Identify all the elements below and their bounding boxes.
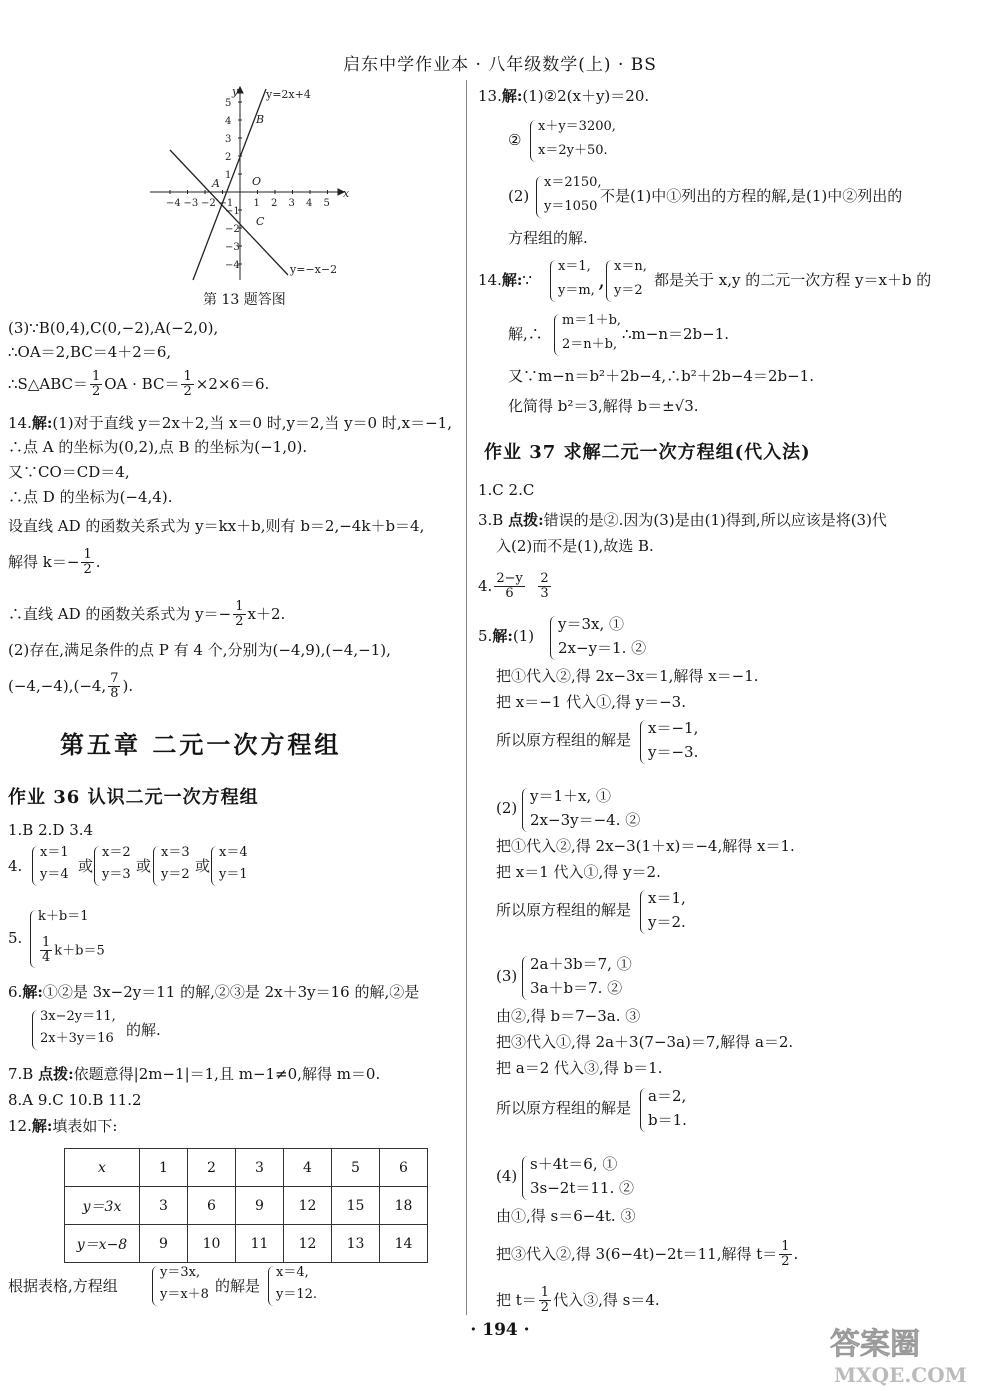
q14-line1: 14.解:(1)对于直线 y＝2x＋2,当 x＝0 时,y＝2,当 y＝0 时,x＝−1,: [8, 414, 452, 432]
text: 根据表格,方程组: [8, 1277, 118, 1295]
q14-line8: (2)存在,满足条件的点 P 有 4 个,分别为(−4,9),(−4,−1),: [8, 641, 391, 659]
point-A-label: A: [212, 177, 220, 190]
brace: [153, 846, 160, 886]
table-cell: 12: [284, 1187, 332, 1225]
eq: x＝n,: [614, 259, 647, 274]
function-graph: [148, 85, 358, 285]
x-tick-label: −2: [201, 198, 216, 209]
comma: ,: [598, 268, 605, 293]
q14-line7: ∴直线 AD 的函数关系式为 y＝− $\frac{1}{2}$ x＋2.: [8, 599, 286, 630]
brace: [640, 1088, 647, 1132]
answer-5-num: 5.: [8, 929, 23, 947]
eq: y＝3x, ①: [558, 615, 625, 633]
answer-4-num: 4.: [8, 857, 23, 875]
row-header: y＝x−8: [65, 1225, 140, 1263]
fraction: $\frac{1}{2}$: [183, 369, 192, 400]
table-cell: 12: [284, 1225, 332, 1263]
table-cell: 2: [188, 1149, 236, 1187]
table-cell: 13: [332, 1225, 380, 1263]
eq: 3s−2t＝11. ②: [530, 1179, 635, 1197]
q14-line6: 解得 k＝− $\frac{1}{2}$ .: [8, 547, 101, 578]
eq: y＝12.: [276, 1287, 318, 1302]
x-tick-label: 1: [253, 198, 260, 209]
brace: [640, 890, 647, 934]
point-C-label: C: [256, 215, 265, 228]
answers-8-11: 8.A 9.C 10.B 11.2: [8, 1091, 142, 1109]
table-cell: 15: [332, 1187, 380, 1225]
answer-12-intro: 12.解:填表如下:: [8, 1117, 118, 1135]
text: 把 t＝ $\frac{1}{2}$ 代入③,得 s＝4.: [496, 1285, 660, 1316]
brace: [211, 846, 218, 886]
y-tick-label: 1: [225, 170, 232, 181]
y-axis-label: y: [232, 85, 239, 98]
table-cell: 9: [140, 1225, 188, 1263]
text: 把 x＝1 代入①,得 y＝2.: [496, 863, 661, 881]
brace: [522, 956, 529, 1000]
eq: $\frac{1}{4}$ k＋b＝5: [42, 935, 105, 966]
eq: y＝x＋8: [160, 1287, 209, 1302]
eq: x＝2150,: [544, 175, 602, 190]
table-cell: 14: [380, 1225, 428, 1263]
text: 所以原方程组的解是: [496, 731, 632, 749]
origin-label: O: [252, 175, 262, 188]
table-row: [65, 1187, 428, 1225]
eq: 2x−y＝1. ②: [558, 639, 647, 657]
text: 把①代入②,得 2x−3x＝1,解得 x＝−1.: [496, 667, 759, 685]
x-tick-label: 2: [271, 198, 278, 209]
table-cell: 4: [284, 1149, 332, 1187]
value-table: [64, 1148, 428, 1263]
table-cell: 6: [188, 1187, 236, 1225]
y-tick-label: 2: [225, 152, 232, 163]
brace: [30, 910, 37, 968]
q13-part3-line2: ∴OA＝2,BC＝4＋2＝6,: [8, 343, 172, 361]
answer-3-line1: 3.B 点拨:错误的是②.因为(3)是由(1)得到,所以应该是将(3)代: [478, 511, 887, 529]
text: (2): [508, 187, 530, 205]
answer-3-line2: 入(2)而不是(1),故选 B.: [496, 537, 654, 555]
eq: x＝2y＋50.: [538, 143, 608, 158]
text: 的解.: [126, 1021, 161, 1039]
brace: [536, 176, 543, 218]
eq: y＝3x,: [160, 1265, 201, 1280]
text: ×2×6＝6.: [195, 374, 270, 393]
point-B-label: B: [256, 113, 265, 126]
eq: 2x−3y＝−4. ②: [530, 811, 641, 829]
fraction: $\frac{1}{2}$: [91, 369, 101, 400]
eq: y＝1050: [544, 199, 598, 214]
text: 把③代入②,得 3(6−4t)−2t＝11,解得 t＝ $\frac{1}{2}$ .: [496, 1239, 799, 1270]
eq: x＝2: [102, 845, 131, 860]
column-divider: [466, 80, 467, 1315]
q13-part3-line3: [8, 370, 269, 400]
watermark-logo: [826, 1318, 976, 1388]
brace: [268, 1266, 275, 1306]
y-tick-label: −1: [225, 206, 240, 217]
x-tick-label: −1: [218, 198, 234, 209]
svg-text:MXQE.COM: MXQE.COM: [834, 1363, 967, 1387]
brace: [152, 1266, 159, 1306]
eq: y＝2.: [648, 913, 686, 931]
eq: x＝1,: [558, 259, 591, 274]
eq: y＝1: [219, 867, 248, 882]
chapter-title: 第五章 二元一次方程组: [60, 730, 342, 759]
eq: x＝−1,: [648, 719, 699, 737]
text: 所以原方程组的解是: [496, 901, 632, 919]
text: ∴S△ABC＝: [8, 374, 88, 393]
eq: y＝2: [614, 283, 643, 298]
or: 或: [136, 857, 152, 875]
text: 化简得 b²＝3,解得 b＝±√3.: [508, 397, 699, 415]
table-cell: 1: [140, 1149, 188, 1187]
brace: [522, 788, 529, 832]
text: ∴m−n＝2b−1.: [622, 325, 730, 343]
eq: x＝3: [161, 845, 190, 860]
eq: a＝2,: [648, 1087, 687, 1105]
table-row: [65, 1149, 428, 1187]
text: 把①代入②,得 2x−3(1＋x)＝−4,解得 x＝1.: [496, 837, 795, 855]
y-tick-label: 5: [225, 98, 232, 109]
text: 都是关于 x,y 的二元一次方程 y＝x＋b 的: [654, 271, 932, 289]
page-header: 启东中学作业本 · 八年级数学(上) · BS: [343, 55, 657, 75]
text: 把 x＝−1 代入①,得 y＝−3.: [496, 693, 686, 711]
eq: 3x−2y＝11,: [40, 1009, 116, 1024]
eq: m＝1＋b,: [562, 313, 622, 328]
text: 又∵m−n＝b²＋2b−4,∴b²＋2b−4＝2b−1.: [508, 367, 814, 385]
table-cell: 5: [332, 1149, 380, 1187]
q13-part3-line1: (3)∵B(0,4),C(0,−2),A(−2,0),: [8, 319, 219, 337]
y-tick-label: −4: [225, 260, 240, 271]
text: 所以原方程组的解是: [496, 1099, 632, 1117]
eq: y＝2: [161, 867, 190, 882]
y-tick-label: 3: [225, 134, 232, 145]
q14-line5: 设直线 AD 的函数关系式为 y＝kx＋b,则有 b＝2,−4k＋b＝4,: [8, 517, 425, 535]
or: 或: [195, 857, 211, 875]
eq: y＝m,: [558, 283, 595, 298]
text: ②: [508, 131, 522, 149]
answer-5-head: 5.解:(1): [478, 627, 535, 645]
text: 把③代入①,得 2a＋3(7−3a)＝7,解得 a＝2.: [496, 1033, 794, 1051]
eq: x＝1,: [648, 889, 686, 907]
text: OA · BC＝: [104, 374, 180, 393]
brace: [94, 846, 101, 886]
page-number: · 194 ·: [470, 1320, 530, 1340]
eq: x＋y＝3200,: [538, 119, 616, 134]
brace: [522, 1156, 529, 1200]
q14-line3: 又∵CO＝CD＝4,: [8, 463, 130, 481]
eq: x＝4: [219, 845, 248, 860]
q14-line2: ∴点 A 的坐标为(0,2),点 B 的坐标为(−1,0).: [8, 438, 308, 456]
text: 把 a＝2 代入③,得 b＝1.: [496, 1059, 663, 1077]
y-tick-label: −2: [225, 224, 240, 235]
table-row: [65, 1225, 428, 1263]
text: 方程组的解.: [508, 229, 588, 247]
table-cell: 18: [380, 1187, 428, 1225]
eq: 2x＋3y＝16: [40, 1031, 114, 1046]
text: (4): [496, 1167, 518, 1185]
row-header: x: [65, 1149, 140, 1187]
eq: 3a＋b＝7. ②: [530, 979, 623, 997]
brace: [32, 846, 39, 886]
table-cell: 3: [140, 1187, 188, 1225]
text: 解,∴: [508, 325, 543, 343]
table-cell: 6: [380, 1149, 428, 1187]
q14-line4: ∴点 D 的坐标为(−4,4).: [8, 488, 173, 506]
section-36-title: 作业 36 认识二元一次方程组: [8, 787, 259, 808]
y-tick-label: −3: [225, 242, 240, 253]
x-tick-label: 5: [323, 198, 330, 209]
answer-7: 7.B 点拨:依题意得|2m−1|＝1,且 m−1≠0,解得 m＝0.: [8, 1065, 381, 1083]
section-37-title: 作业 37 求解二元一次方程组(代入法): [484, 442, 811, 463]
brace: [32, 1010, 39, 1050]
text: (3): [496, 967, 518, 985]
row-header: y＝3x: [65, 1187, 140, 1225]
brace: [530, 120, 537, 162]
brace: [606, 260, 613, 302]
label-line1: y=2x+4: [266, 88, 311, 101]
table-cell: 11: [236, 1225, 284, 1263]
table-cell: 3: [236, 1149, 284, 1187]
eq: y＝1＋x, ①: [530, 787, 612, 805]
q14-right-line1: 14.解:∵: [478, 271, 532, 289]
q13-right-line1: 13.解:(1)②2(x＋y)＝20.: [478, 87, 650, 105]
brace: [554, 314, 561, 356]
answers-1-2: 1.C 2.C: [478, 481, 535, 499]
text: 不是(1)中①列出的方程的解,是(1)中②列出的: [600, 187, 903, 205]
x-tick-label: −4: [166, 198, 181, 209]
text: 由②,得 b＝7−3a. ③: [496, 1007, 641, 1025]
label-line2: y=−x−2: [290, 263, 338, 276]
eq: 2a＋3b＝7, ①: [530, 955, 632, 973]
graph-caption: 第 13 题答图: [203, 292, 286, 308]
answer-4: 4. $\frac{2-y}{6}$ $\frac{2}{3}$: [478, 571, 549, 602]
eq: b＝1.: [648, 1111, 687, 1129]
q14-line9: (−4,−4),(−4, $\frac{7}{8}$ ).: [8, 671, 134, 702]
table-cell: 10: [188, 1225, 236, 1263]
eq: k＋b＝1: [38, 909, 89, 924]
eq: 2＝n＋b,: [562, 337, 618, 352]
eq: x＝1: [40, 845, 69, 860]
brace: [640, 720, 647, 764]
y-tick-label: 4: [225, 116, 232, 127]
eq: s＋4t＝6, ①: [530, 1155, 618, 1173]
table-cell: 9: [236, 1187, 284, 1225]
brace: [550, 616, 557, 660]
svg-text:答案圈: 答案圈: [830, 1327, 920, 1362]
x-tick-label: 3: [288, 198, 295, 209]
eq: y＝−3.: [648, 743, 699, 761]
text: (2): [496, 799, 518, 817]
brace: [550, 260, 557, 302]
eq: y＝4: [40, 867, 69, 882]
x-tick-label: 4: [306, 198, 313, 209]
answers-1-3: 1.B 2.D 3.4: [8, 821, 94, 839]
eq: x＝4,: [276, 1265, 309, 1280]
or: 或: [78, 857, 94, 875]
text: 由①,得 s＝6−4t. ③: [496, 1207, 636, 1225]
x-tick-label: −3: [183, 198, 199, 209]
text: 的解是: [215, 1277, 261, 1295]
eq: y＝3: [102, 867, 131, 882]
answer-6-line1: 6.解:①②是 3x−2y＝11 的解,②③是 2x＋3y＝16 的解,②是: [8, 983, 420, 1001]
x-axis-label: x: [343, 187, 350, 200]
